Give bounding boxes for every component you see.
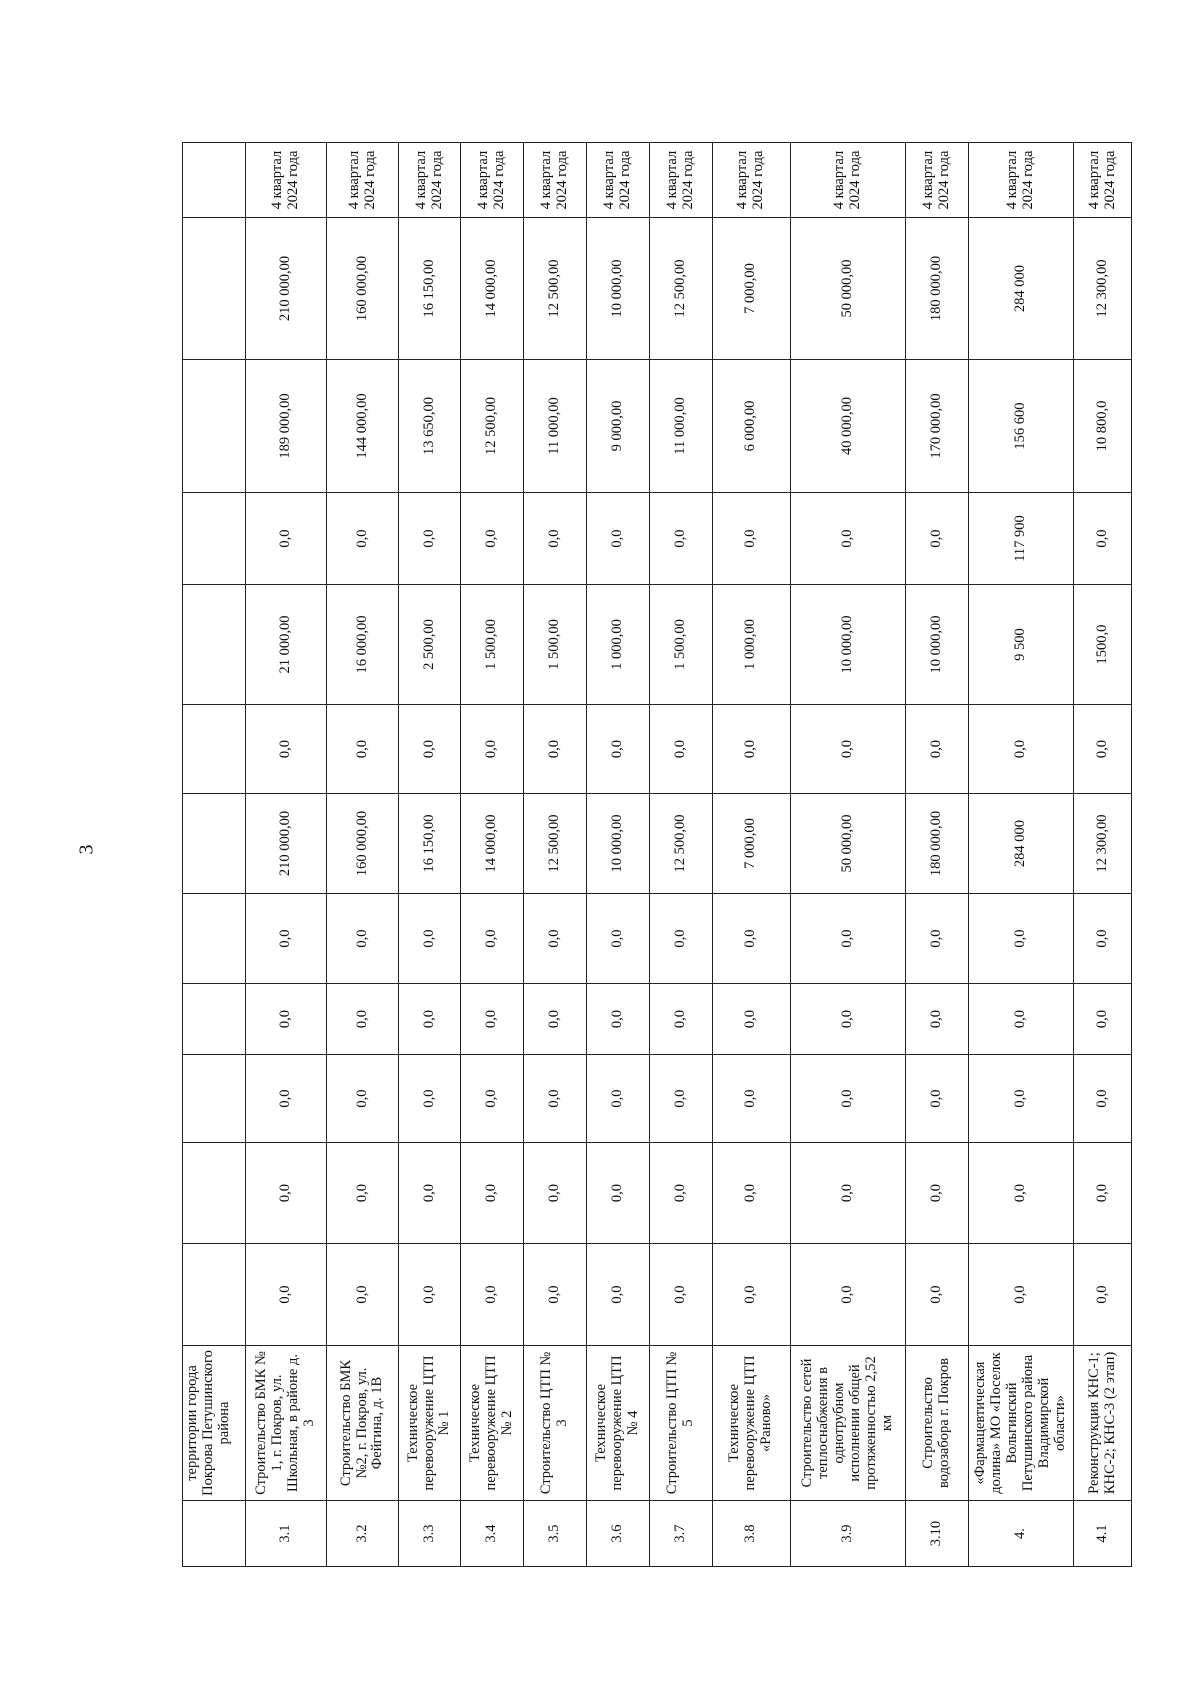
value-cell: 7 000,00 [712,794,791,894]
value-cell: 10 000,00 [791,585,906,705]
page-number: 3 [75,844,98,855]
value-cell: 10 000,00 [587,794,650,894]
header-cell [183,984,246,1055]
value-cell: 0,0 [791,493,906,585]
value-cell: 0,0 [1074,984,1132,1055]
row-number-cell: 3.1 [245,1501,327,1567]
row-number-cell: 3.6 [587,1501,650,1567]
value-cell: 0,0 [712,984,791,1055]
table-row [245,143,327,1567]
value-cell: 160 000,00 [327,218,398,360]
value-cell: 0,0 [245,1244,327,1346]
value-cell: 0,0 [906,894,969,984]
project-name-cell: Строительство БМК № 1, г. Покров, ул. Школьная, в районе д. 3 [245,1346,327,1501]
value-cell: 0,0 [1074,1143,1132,1244]
value-cell: 40 000,00 [791,360,906,493]
value-cell: 0,0 [969,705,1074,794]
value-cell: 12 500,00 [461,360,524,493]
value-cell: 0,0 [461,894,524,984]
value-cell: 0,0 [398,493,461,585]
value-cell: 0,0 [906,493,969,585]
header-cell [183,143,246,218]
value-cell: 0,0 [327,894,398,984]
value-cell: 0,0 [327,1244,398,1346]
value-cell: 0,0 [587,1244,650,1346]
project-name-cell: Строительство БМК №2, г. Покров, ул. Фейгина, д. 1В [327,1346,398,1501]
value-cell: 0,0 [461,493,524,585]
header-cell-num [183,1501,246,1567]
table-row [906,143,969,1567]
header-cell-name: территории города Покрова Петушинского района [183,1346,246,1501]
value-cell: 1 000,00 [587,585,650,705]
project-name-cell: Строительство водозабора г. Покров [906,1346,969,1501]
row-number-cell: 3.2 [327,1501,398,1567]
value-cell: 0,0 [649,1244,712,1346]
project-name-cell: Строительство сетей теплоснабжения в однотрубном исполнении общей протяженностью 2,52 км [791,1346,906,1501]
table-row [398,143,461,1567]
value-cell: 14 000,00 [461,794,524,894]
value-cell: 0,0 [1074,1055,1132,1143]
value-cell: 0,0 [524,1143,587,1244]
value-cell: 0,0 [587,984,650,1055]
value-cell: 0,0 [969,1055,1074,1143]
value-cell: 12 300,00 [1074,794,1132,894]
value-cell: 11 000,00 [649,360,712,493]
value-cell: 160 000,00 [327,794,398,894]
value-cell: 0,0 [791,984,906,1055]
project-name-cell: Строительство ЦТП № 3 [524,1346,587,1501]
value-cell: 0,0 [791,1055,906,1143]
value-cell: 0,0 [969,1143,1074,1244]
value-cell: 0,0 [969,894,1074,984]
value-cell: 180 000,00 [906,794,969,894]
value-cell: 0,0 [791,705,906,794]
row-number-cell: 3.3 [398,1501,461,1567]
value-cell: 0,0 [712,493,791,585]
project-name-cell: Техническое перевооружение ЦТП № 1 [398,1346,461,1501]
project-name-cell: Реконструкция КНС-1; КНС-2; КНС-3 (2 этап) [1074,1346,1132,1501]
value-cell: 12 500,00 [524,794,587,894]
value-cell: 9 000,00 [587,360,650,493]
value-cell: 1500,0 [1074,585,1132,705]
value-cell: 0,0 [649,705,712,794]
value-cell: 0,0 [712,1055,791,1143]
header-cell [183,705,246,794]
header-cell [183,218,246,360]
term-cell: 4 квартал 2024 года [1074,143,1132,218]
value-cell: 0,0 [245,1055,327,1143]
value-cell: 0,0 [1074,894,1132,984]
value-cell: 0,0 [649,984,712,1055]
value-cell: 21 000,00 [245,585,327,705]
value-cell: 0,0 [524,493,587,585]
table-row [791,143,906,1567]
term-cell: 4 квартал 2024 года [712,143,791,218]
value-cell: 0,0 [649,1055,712,1143]
value-cell: 0,0 [524,1244,587,1346]
value-cell: 0,0 [712,1143,791,1244]
value-cell: 0,0 [587,894,650,984]
value-cell: 284 000 [969,218,1074,360]
header-cell [183,1244,246,1346]
value-cell: 16 150,00 [398,794,461,894]
value-cell: 0,0 [791,1143,906,1244]
value-cell: 0,0 [587,493,650,585]
value-cell: 0,0 [461,1143,524,1244]
header-cell [183,894,246,984]
value-cell: 0,0 [906,1055,969,1143]
value-cell: 0,0 [712,705,791,794]
value-cell: 14 000,00 [461,218,524,360]
value-cell: 0,0 [327,493,398,585]
value-cell: 12 500,00 [524,218,587,360]
value-cell: 6 000,00 [712,360,791,493]
value-cell: 0,0 [649,493,712,585]
value-cell: 10 800,0 [1074,360,1132,493]
project-name-cell: Техническое перевооружение ЦТП «Раново» [712,1346,791,1501]
value-cell: 284 000 [969,794,1074,894]
value-cell: 117 900 [969,493,1074,585]
row-number-cell: 4.1 [1074,1501,1132,1567]
value-cell: 0,0 [245,984,327,1055]
value-cell: 12 500,00 [649,218,712,360]
value-cell: 144 000,00 [327,360,398,493]
value-cell: 0,0 [327,984,398,1055]
value-cell: 189 000,00 [245,360,327,493]
value-cell: 0,0 [969,1244,1074,1346]
value-cell: 0,0 [461,1244,524,1346]
term-cell: 4 квартал 2024 года [791,143,906,218]
value-cell: 0,0 [649,894,712,984]
table-row [1074,143,1132,1567]
row-number-cell: 3.7 [649,1501,712,1567]
header-cell [183,1055,246,1143]
value-cell: 16 000,00 [327,585,398,705]
value-cell: 0,0 [245,894,327,984]
row-number-cell: 3.10 [906,1501,969,1567]
value-cell: 0,0 [649,1143,712,1244]
value-cell: 2 500,00 [398,585,461,705]
value-cell: 0,0 [461,705,524,794]
value-cell: 12 300,00 [1074,218,1132,360]
row-number-cell: 4. [969,1501,1074,1567]
row-number-cell: 3.9 [791,1501,906,1567]
table-row [587,143,650,1567]
value-cell: 0,0 [398,894,461,984]
header-row [183,143,246,1567]
value-cell: 10 000,00 [906,585,969,705]
value-cell: 7 000,00 [712,218,791,360]
table-row [461,143,524,1567]
project-name-cell: Строительство ЦТП № 5 [649,1346,712,1501]
value-cell: 210 000,00 [245,218,327,360]
value-cell: 50 000,00 [791,218,906,360]
value-cell: 156 600 [969,360,1074,493]
value-cell: 0,0 [587,705,650,794]
value-cell: 0,0 [245,1143,327,1244]
table-row [649,143,712,1567]
term-cell: 4 квартал 2024 года [906,143,969,218]
value-cell: 0,0 [906,1244,969,1346]
table-row [712,143,791,1567]
value-cell: 13 650,00 [398,360,461,493]
value-cell: 0,0 [524,1055,587,1143]
row-number-cell: 3.8 [712,1501,791,1567]
term-cell: 4 квартал 2024 года [327,143,398,218]
term-cell: 4 квартал 2024 года [245,143,327,218]
value-cell: 210 000,00 [245,794,327,894]
value-cell: 0,0 [461,1055,524,1143]
value-cell: 0,0 [398,705,461,794]
row-number-cell: 3.5 [524,1501,587,1567]
value-cell: 0,0 [906,984,969,1055]
table-body [183,143,1132,1567]
value-cell: 0,0 [461,984,524,1055]
value-cell: 0,0 [587,1143,650,1244]
value-cell: 0,0 [398,1244,461,1346]
value-cell: 0,0 [245,493,327,585]
value-cell: 0,0 [524,705,587,794]
value-cell: 1 500,00 [461,585,524,705]
value-cell: 0,0 [712,894,791,984]
value-cell: 0,0 [327,1143,398,1244]
value-cell: 0,0 [587,1055,650,1143]
header-cell [183,360,246,493]
value-cell: 0,0 [712,1244,791,1346]
value-cell: 1 500,00 [649,585,712,705]
value-cell: 0,0 [327,1055,398,1143]
value-cell: 0,0 [1074,705,1132,794]
value-cell: 0,0 [524,984,587,1055]
term-cell: 4 квартал 2024 года [587,143,650,218]
header-cell [183,1143,246,1244]
header-cell [183,493,246,585]
value-cell: 16 150,00 [398,218,461,360]
table-row [327,143,398,1567]
value-cell: 0,0 [969,984,1074,1055]
value-cell: 0,0 [245,705,327,794]
value-cell: 0,0 [327,705,398,794]
value-cell: 170 000,00 [906,360,969,493]
table-row [969,143,1074,1567]
header-cell [183,794,246,894]
value-cell: 1 000,00 [712,585,791,705]
value-cell: 0,0 [398,984,461,1055]
value-cell: 0,0 [906,1143,969,1244]
term-cell: 4 квартал 2024 года [524,143,587,218]
value-cell: 0,0 [791,1244,906,1346]
value-cell: 9 500 [969,585,1074,705]
value-cell: 10 000,00 [587,218,650,360]
value-cell: 0,0 [906,705,969,794]
value-cell: 11 000,00 [524,360,587,493]
row-number-cell: 3.4 [461,1501,524,1567]
value-cell: 12 500,00 [649,794,712,894]
investment-program-table [182,142,1132,1567]
project-name-cell: Техническое перевооружение ЦТП № 4 [587,1346,650,1501]
rotated-table-wrapper [182,143,1132,1567]
value-cell: 1 500,00 [524,585,587,705]
value-cell: 180 000,00 [906,218,969,360]
header-cell [183,585,246,705]
value-cell: 0,0 [1074,493,1132,585]
value-cell: 0,0 [791,894,906,984]
term-cell: 4 квартал 2024 года [398,143,461,218]
table-row [524,143,587,1567]
value-cell: 0,0 [398,1143,461,1244]
term-cell: 4 квартал 2024 года [649,143,712,218]
term-cell: 4 квартал 2024 года [461,143,524,218]
value-cell: 50 000,00 [791,794,906,894]
term-cell: 4 квартал 2024 года [969,143,1074,218]
project-name-cell: «Фармацевтическая долина» МО «Поселок Вольгинский Петушинского района Владимирской области» [969,1346,1074,1501]
project-name-cell: Техническое перевооружение ЦТП № 2 [461,1346,524,1501]
value-cell: 0,0 [524,894,587,984]
value-cell: 0,0 [398,1055,461,1143]
value-cell: 0,0 [1074,1244,1132,1346]
